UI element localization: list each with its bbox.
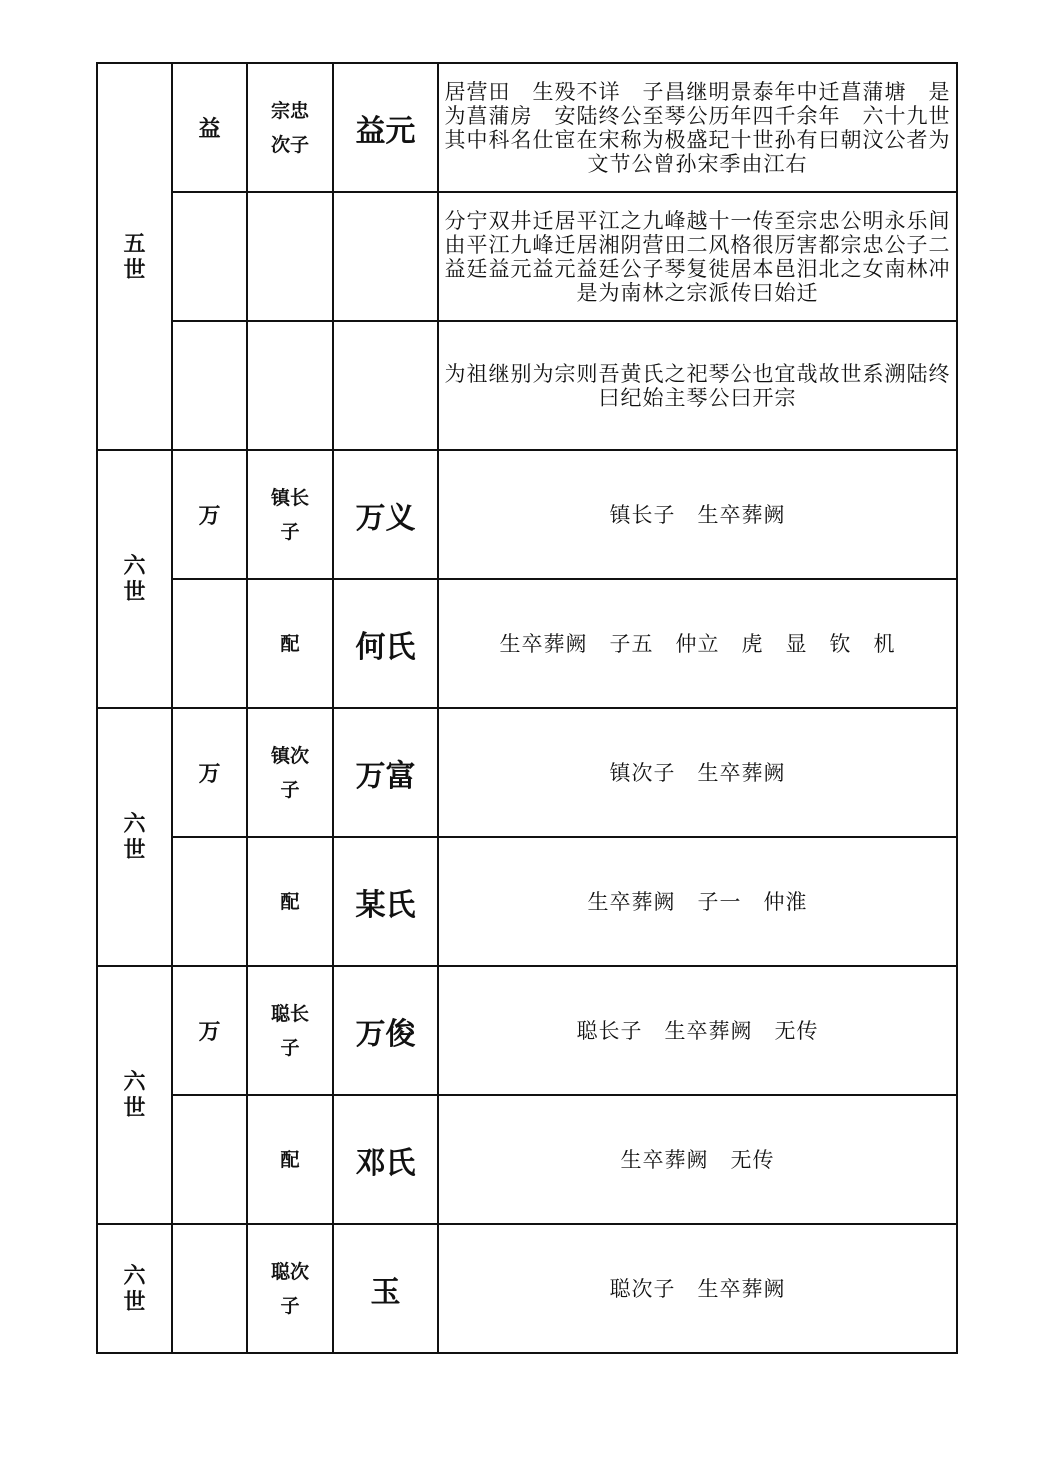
person-name: 邓氏 [333,1095,438,1224]
biography-note: 镇长子 生卒葬阙 [438,450,957,579]
table-row [97,966,957,1095]
biography-note: 生卒葬阙 子五 仲立 虎 显 钦 机 [438,579,957,708]
table-row [97,708,957,837]
relation-cell: 聪次子 [247,1224,333,1353]
relation-cell: 镇长子 [247,450,333,579]
genealogy-table [96,62,973,1354]
name-character [172,579,247,708]
relation-cell: 宗忠次子 [247,63,333,192]
table-row [97,837,957,966]
name-character: 万 [172,450,247,579]
relation-cell: 配 [247,579,333,708]
name-character [172,192,247,321]
table-row [97,321,957,450]
person-name: 万义 [333,450,438,579]
person-name: 益元 [333,63,438,192]
person-name [333,192,438,321]
table-row [97,450,957,579]
generation-label: 六世 [97,450,172,708]
relation-cell: 聪长子 [247,966,333,1095]
name-character: 益 [172,63,247,192]
biography-note: 为祖继别为宗则吾黄氏之祀琴公也宜哉故世系溯陆终曰纪始主琴公曰开宗 [438,321,957,450]
person-name: 万俊 [333,966,438,1095]
relation-cell [247,321,333,450]
person-name: 万富 [333,708,438,837]
biography-note: 生卒葬阙 无传 [438,1095,957,1224]
person-name: 玉 [333,1224,438,1353]
generation-label: 五世 [97,63,172,450]
biography-note: 聪长子 生卒葬阙 无传 [438,966,957,1095]
biography-note: 镇次子 生卒葬阙 [438,708,957,837]
name-character: 万 [172,966,247,1095]
table-row [97,1095,957,1224]
relation-cell: 配 [247,1095,333,1224]
biography-note: 居营田 生殁不详 子昌继明景泰年中迁菖蒲塘 是为菖蒲房 安陆终公至琴公历年四千余年 六十九世 其中科名仕宦在宋称为极盛玘十世孙有曰朝汶公者为文节公曾孙宋季由江右 [438,63,957,192]
generation-label: 六世 [97,1224,172,1353]
name-character [172,1224,247,1353]
biography-note: 聪次子 生卒葬阙 [438,1224,957,1353]
relation-cell [247,192,333,321]
relation-cell: 配 [247,837,333,966]
table-row [97,579,957,708]
person-name: 何氏 [333,579,438,708]
generation-label: 六世 [97,708,172,966]
table-row [97,63,957,192]
name-character [172,837,247,966]
relation-cell: 镇次子 [247,708,333,837]
table-row [97,192,957,321]
name-character: 万 [172,708,247,837]
biography-note: 分宁双井迁居平江之九峰越十一传至宗忠公明永乐间由平江九峰迁居湘阴营田二风格很厉害都宗忠公子二益廷益元益元益廷公子琴复徙居本邑汨北之女南林冲是为南林之宗派传曰始迁 [438,192,957,321]
table-row [97,1224,957,1353]
name-character [172,321,247,450]
person-name: 某氏 [333,837,438,966]
person-name [333,321,438,450]
generation-label: 六世 [97,966,172,1224]
biography-note: 生卒葬阙 子一 仲淮 [438,837,957,966]
name-character [172,1095,247,1224]
